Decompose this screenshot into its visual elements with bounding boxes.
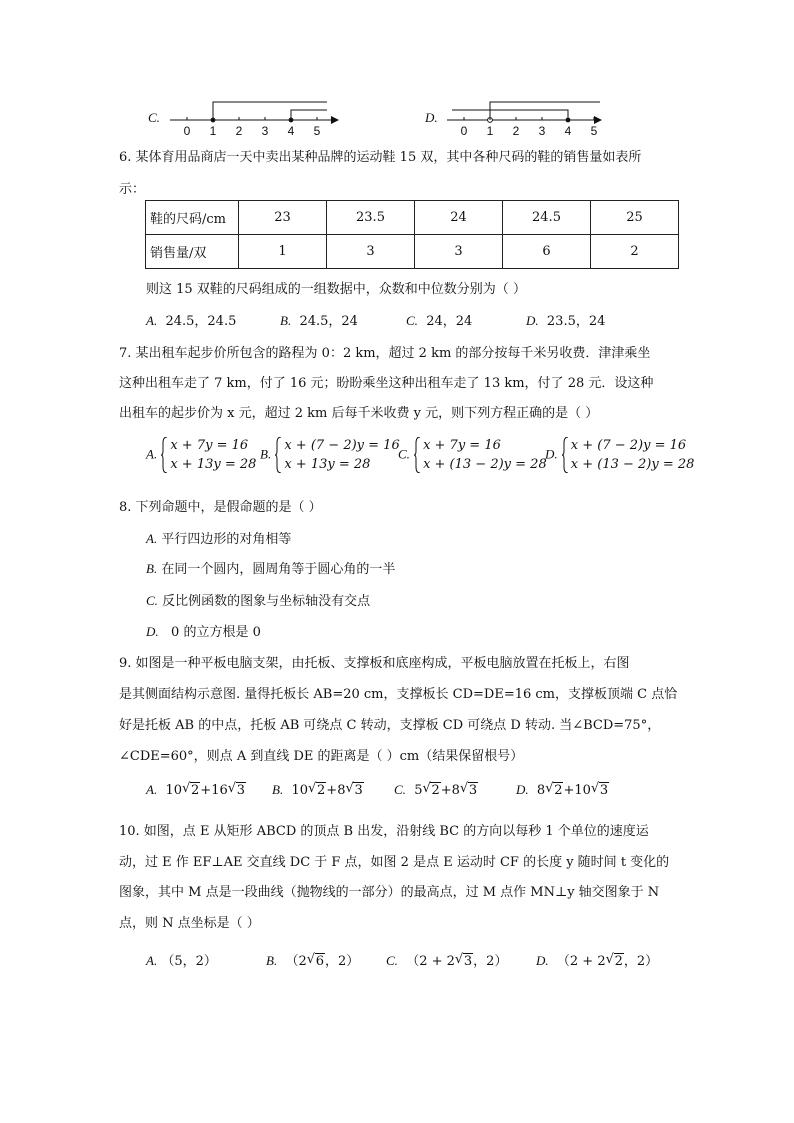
q10-option-d[interactable]: D. （2 + 2 √ 2，2） bbox=[536, 952, 659, 969]
tick-label: 3 bbox=[538, 124, 546, 138]
q9-text-line4: ∠CDE=60°，则点 A 到直线 DE 的距离是（ ）cm（结果保留根号） bbox=[119, 749, 524, 764]
q7-option-c[interactable]: C. x + 7y = 16 x + (13 − 2)y = 28 bbox=[398, 438, 547, 472]
table-cell: 6 bbox=[503, 235, 591, 269]
equation-system: x + (7 − 2)y = 16 x + (13 − 2)y = 28 bbox=[562, 436, 695, 474]
table-header-sales: 销售量/双 bbox=[146, 235, 239, 269]
q6-option-c[interactable]: C. 24，24 bbox=[406, 313, 473, 329]
equation-system: x + 7y = 16 x + 13y = 28 bbox=[161, 436, 256, 474]
table-cell: 24 bbox=[415, 201, 503, 235]
sqrt-symbol: √ 3 bbox=[227, 781, 246, 798]
table-row bbox=[146, 201, 679, 235]
q10-option-b[interactable]: B. （2 √ 6，2） bbox=[266, 952, 360, 969]
q7-option-d[interactable]: D. x + (7 − 2)y = 16 x + (13 − 2)y = 28 bbox=[545, 438, 695, 472]
sqrt-symbol: √ 6 bbox=[306, 952, 325, 969]
q8-stem: 8. 下列命题中，是假命题的是（ ） bbox=[119, 500, 322, 515]
q7-text-line1: 7. 某出租车起步价所包含的路程为 0：2 km，超过 2 km 的部分按每千米另收费．津津乘坐 bbox=[119, 346, 651, 361]
equation-system: x + (7 − 2)y = 16 x + 13y = 28 bbox=[275, 436, 399, 474]
numberline-d bbox=[442, 96, 622, 138]
q9-text-line3: 好是托板 AB 的中点，托板 AB 可绕点 C 转动，支撑板 CD 可绕点 D 转动. 当∠BCD=75°， bbox=[119, 718, 661, 733]
table-cell: 25 bbox=[591, 201, 679, 235]
sqrt-symbol: √ 2 bbox=[605, 952, 623, 969]
q6-option-a[interactable]: A. 24.5，24.5 bbox=[146, 313, 237, 329]
equation-system: x + 7y = 16 x + (13 − 2)y = 28 bbox=[414, 436, 547, 474]
numberline-c-label: C. bbox=[148, 110, 160, 125]
q10-option-c[interactable]: C. （2 + 2 √ 3，2） bbox=[386, 952, 508, 969]
tick-label: 5 bbox=[590, 124, 598, 138]
tick-label: 3 bbox=[261, 124, 269, 138]
numberline-c bbox=[165, 96, 345, 138]
q8-option-b[interactable]: B. 在同一个圆内，圆周角等于圆心角的一半 bbox=[146, 561, 396, 577]
q9-option-c[interactable]: C. 5 √ 2+8 √ 3 bbox=[394, 781, 478, 798]
tick-label: 2 bbox=[235, 124, 243, 138]
q6-question: 则这 15 双鞋的尺码组成的一组数据中，众数和中位数分别为（ ） bbox=[146, 282, 526, 297]
brace-icon bbox=[414, 437, 421, 473]
q10-option-a[interactable]: A. （5，2） bbox=[146, 953, 217, 969]
numberline-d-label: D. bbox=[425, 110, 438, 125]
tick-label: 5 bbox=[313, 124, 321, 138]
q10-text-line4: 点，则 N 点坐标是（ ） bbox=[119, 916, 260, 931]
brace-icon bbox=[161, 437, 168, 473]
tick-label: 4 bbox=[564, 124, 572, 138]
sqrt-symbol: √ 3 bbox=[345, 781, 363, 798]
q6-text-line1: 6. 某体育用品商店一天中卖出某种品牌的运动鞋 15 双，其中各种尺码的鞋的销售量如表所 bbox=[119, 150, 642, 165]
sqrt-symbol: √ 3 bbox=[454, 952, 473, 969]
q7-option-a[interactable]: A. x + 7y = 16 x + 13y = 28 bbox=[146, 438, 257, 472]
sqrt-symbol: √ 3 bbox=[590, 781, 609, 798]
q10-text-line2: 动，过 E 作 EF⊥AE 交直线 DC 于 F 点，如图 2 是点 E 运动时 CF 的长度 y 随时间 t 变化的 bbox=[119, 855, 670, 870]
table-cell: 2 bbox=[591, 235, 679, 269]
q10-text-line1: 10. 如图，点 E 从矩形 ABCD 的顶点 B 出发，沿射线 BC 的方向以每秒 1 个单位的速度运 bbox=[119, 824, 649, 839]
sqrt-symbol: √ 2 bbox=[182, 781, 200, 798]
tick-label: 1 bbox=[209, 124, 217, 138]
brace-icon bbox=[275, 437, 282, 473]
q9-option-a[interactable]: A. 10 √ 2+16 √ 3 bbox=[146, 781, 246, 798]
sqrt-symbol: √ 3 bbox=[459, 781, 478, 798]
q10-text-line3: 图象，其中 M 点是一段曲线（抛物线的一部分）的最高点，过 M 点作 MN⊥y 轴交图象于 N bbox=[119, 885, 660, 900]
q7-text-line3: 出租车的起步价为 x 元，超过 2 km 后每千米收费 y 元，则下列方程正确的是（ ） bbox=[119, 406, 599, 421]
q7-text-line2: 这种出租车走了 7 km，付了 16 元；盼盼乘坐这种出租车走了 13 km，付了 28 元．设这种 bbox=[119, 376, 654, 391]
table-cell: 24.5 bbox=[503, 201, 591, 235]
q6-text-line2: 示： bbox=[119, 182, 146, 197]
q6-option-b[interactable]: B. 24.5，24 bbox=[280, 313, 358, 329]
shoe-sales-table bbox=[145, 200, 679, 269]
q6-option-d[interactable]: D. 23.5，24 bbox=[526, 313, 606, 329]
table-cell: 3 bbox=[327, 235, 415, 269]
tick-label: 0 bbox=[460, 124, 468, 138]
tick-label: 1 bbox=[486, 124, 494, 138]
table-cell: 1 bbox=[239, 235, 327, 269]
q9-option-d[interactable]: D. 8 √ 2+10 √ 3 bbox=[516, 781, 609, 798]
tick-label: 0 bbox=[183, 124, 191, 138]
table-row bbox=[146, 235, 679, 269]
tick-label: 2 bbox=[512, 124, 520, 138]
table-cell: 3 bbox=[415, 235, 503, 269]
q9-option-b[interactable]: B. 10 √ 2+8 √ 3 bbox=[272, 781, 363, 798]
q8-option-a[interactable]: A. 平行四边形的对角相等 bbox=[146, 531, 292, 547]
sqrt-symbol: √ 2 bbox=[308, 781, 326, 798]
table-cell: 23 bbox=[239, 201, 327, 235]
table-header-size: 鞋的尺码/cm bbox=[146, 201, 239, 235]
sqrt-symbol: √ 2 bbox=[545, 781, 563, 798]
q9-text-line1: 9. 如图是一种平板电脑支架，由托板、支撑板和底座构成，平板电脑放置在托板上，右图 bbox=[119, 656, 630, 671]
q9-text-line2: 是其侧面结构示意图. 量得托板长 AB=20 cm，支撑板长 CD=DE=16 cm，支撑板顶端 C 点恰 bbox=[119, 687, 678, 702]
table-cell: 23.5 bbox=[327, 201, 415, 235]
sqrt-symbol: √ 2 bbox=[422, 781, 440, 798]
q8-option-c[interactable]: C. 反比例函数的图象与坐标轴没有交点 bbox=[146, 593, 371, 609]
brace-icon bbox=[562, 437, 569, 473]
q8-option-d[interactable]: D. 0 的立方根是 0 bbox=[146, 624, 261, 640]
tick-label: 4 bbox=[287, 124, 295, 138]
q7-option-b[interactable]: B. x + (7 − 2)y = 16 x + 13y = 28 bbox=[260, 438, 400, 472]
